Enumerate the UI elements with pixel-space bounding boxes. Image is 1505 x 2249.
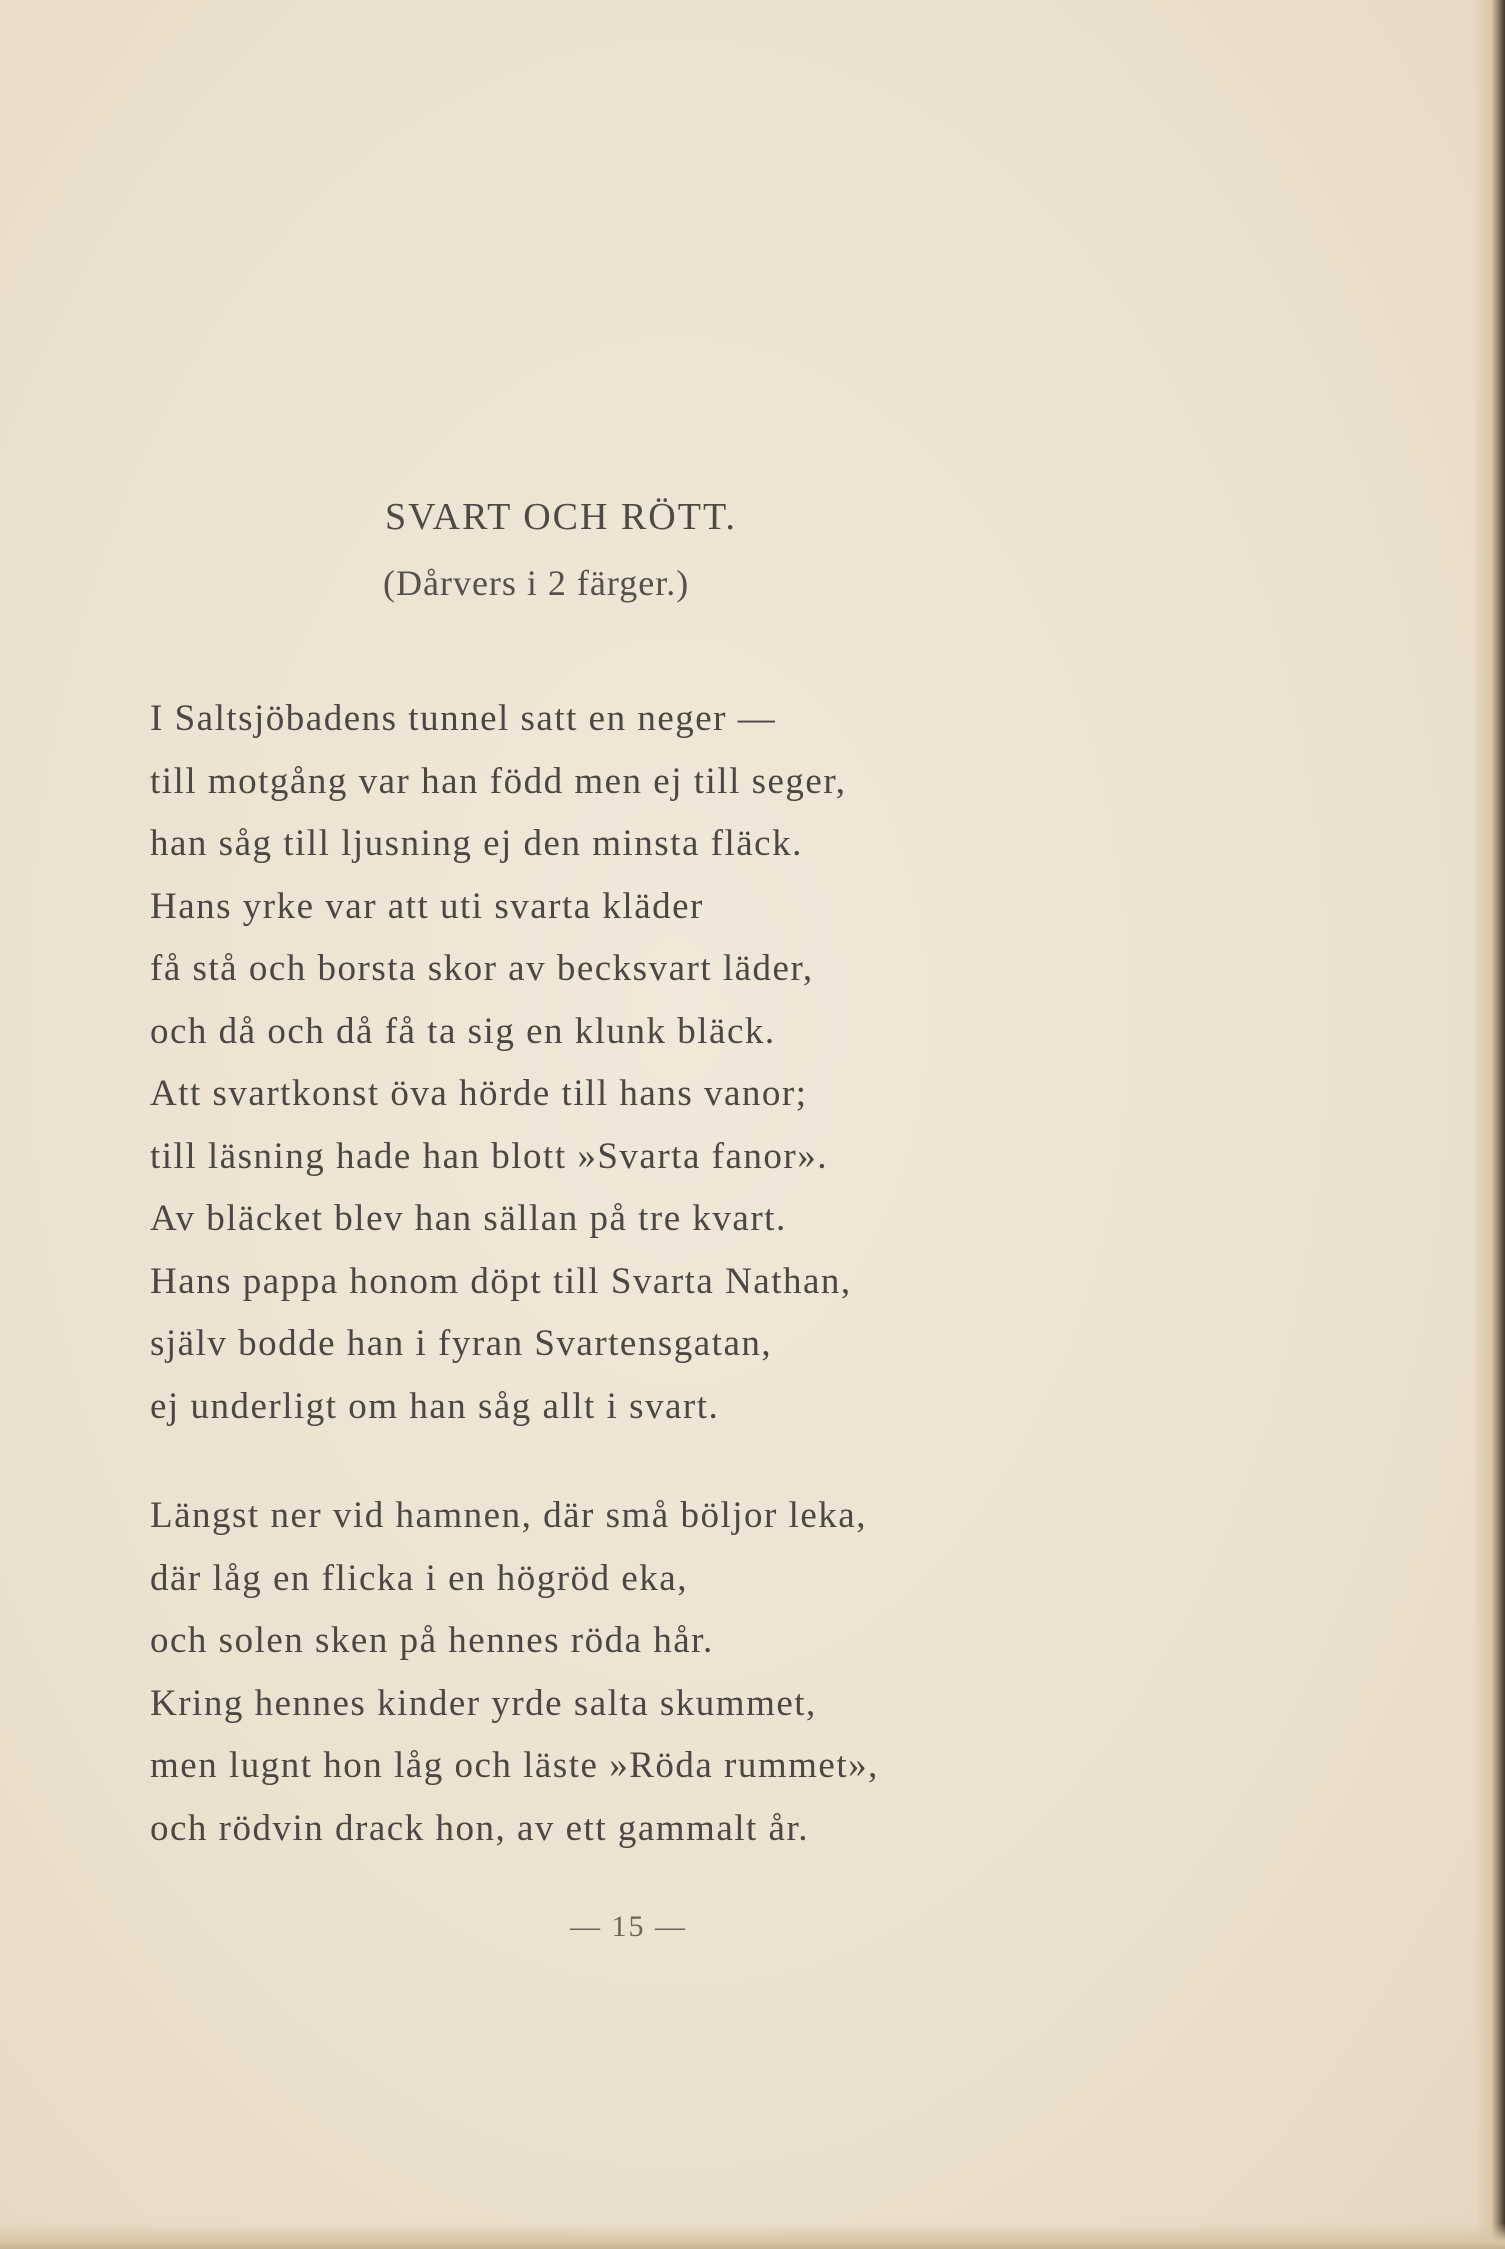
verse-line: Hans pappa honom döpt till Svarta Nathan, [150, 1260, 852, 1302]
verse-line: ej underligt om han såg allt i svart. [150, 1385, 720, 1427]
verse-line: I Saltsjöbadens tunnel satt en neger — [150, 698, 777, 739]
verse-line: där låg en flicka i en högröd eka, [150, 1557, 688, 1599]
verse-line: Längst ner vid hamnen, där små böljor leka, [150, 1495, 867, 1536]
verse-line: Kring hennes kinder yrde salta skummet, [150, 1682, 817, 1724]
verse-line: själv bodde han i fyran Svartensgatan, [150, 1323, 773, 1364]
verse-line: han såg till ljusning ej den minsta fläck. [150, 823, 803, 864]
poem-subtitle: (Dårvers i 2 färger.) [383, 563, 690, 603]
verse-line: få stå och borsta skor av becksvart läder, [150, 948, 814, 989]
verse-line: till motgång var han född men ej till seger, [150, 760, 847, 802]
verse-line: till läsning hade han blott »Svarta fanor». [150, 1135, 828, 1177]
stanza-2 [150, 1485, 879, 1860]
verse-line: och rödvin drack hon, av ett gammalt år. [150, 1807, 810, 1849]
stanza-1 [150, 688, 852, 1438]
page-edge-shadow [1475, 0, 1505, 2249]
verse-line: och solen sken på hennes röda hår. [150, 1620, 714, 1661]
page-bottom-edge [0, 2223, 1505, 2249]
verse-line: Hans yrke var att uti svarta kläder [150, 885, 704, 927]
verse-line: och då och då få ta sig en klunk bläck. [150, 1010, 776, 1052]
poem-title: SVART OCH RÖTT. [385, 496, 737, 538]
verse-line: Att svartkonst öva hörde till hans vanor; [150, 1073, 808, 1114]
verse-line: men lugnt hon låg och läste »Röda rummet», [150, 1745, 879, 1786]
verse-line: Av bläcket blev han sällan på tre kvart. [150, 1198, 787, 1239]
page-number: — 15 — [570, 1910, 687, 1943]
